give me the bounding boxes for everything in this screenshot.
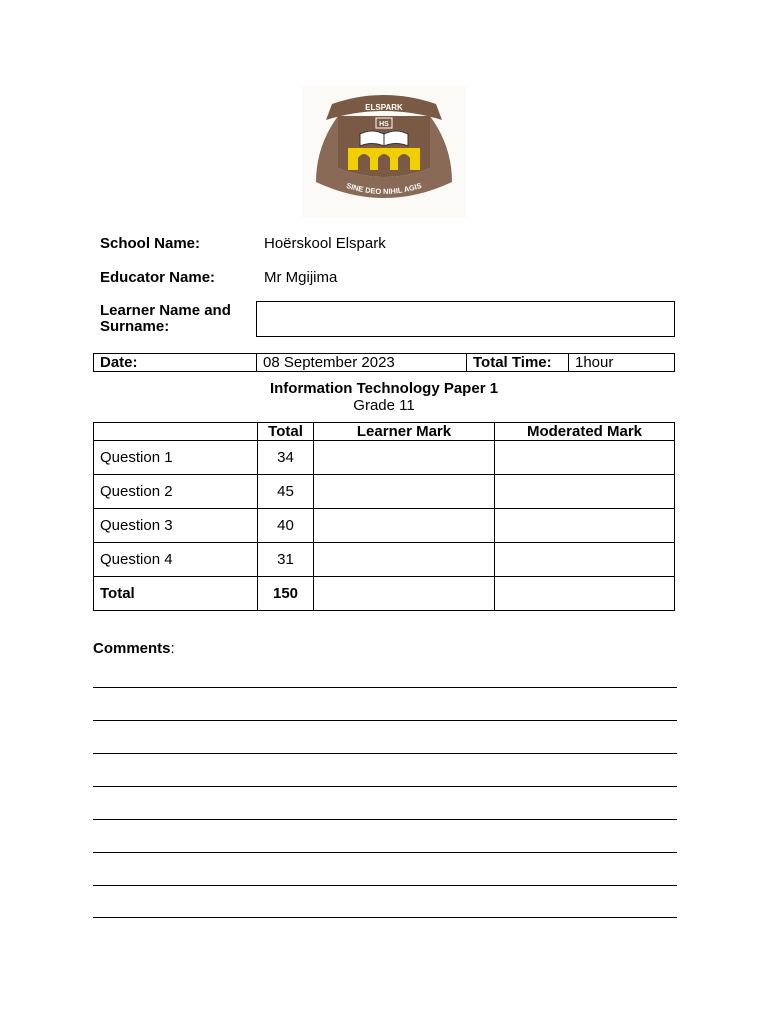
date-value: 08 September 2023 xyxy=(257,354,467,372)
row-total: 34 xyxy=(258,441,314,475)
comment-line[interactable] xyxy=(93,819,677,820)
learner-mark-cell[interactable] xyxy=(314,509,495,543)
comment-line[interactable] xyxy=(93,885,677,886)
marks-header-blank xyxy=(94,423,258,441)
marks-header-learner-mark: Learner Mark xyxy=(314,423,495,441)
school-crest-logo xyxy=(302,86,466,218)
date-time-table xyxy=(93,353,675,372)
learner-mark-cell[interactable] xyxy=(314,543,495,577)
learner-mark-cell[interactable] xyxy=(314,475,495,509)
row-label: Question 2 xyxy=(94,475,258,509)
crest-badge-text: HS xyxy=(379,121,389,128)
learner-mark-cell[interactable] xyxy=(314,577,495,611)
educator-name-value: Mr Mgijima xyxy=(264,269,338,286)
learner-name-field[interactable] xyxy=(256,301,675,337)
table-row-total xyxy=(94,577,675,611)
school-name-label: School Name: xyxy=(100,235,201,252)
learner-name-label: Learner Name and Surname: xyxy=(100,302,231,335)
marks-header-total: Total xyxy=(258,423,314,441)
row-total: 40 xyxy=(258,509,314,543)
table-row xyxy=(94,509,675,543)
paper-title: Information Technology Paper 1 xyxy=(269,380,499,397)
row-total: 45 xyxy=(258,475,314,509)
moderated-mark-cell[interactable] xyxy=(495,543,675,577)
comment-line[interactable] xyxy=(93,852,677,853)
total-time-value: 1hour xyxy=(569,354,675,372)
comment-line[interactable] xyxy=(93,687,677,688)
moderated-mark-cell[interactable] xyxy=(495,509,675,543)
crest-top-text: ELSPARK xyxy=(365,103,403,112)
row-label: Question 1 xyxy=(94,441,258,475)
marks-header-moderated-mark: Moderated Mark xyxy=(495,423,675,441)
date-label: Date: xyxy=(94,354,257,372)
row-label: Total xyxy=(94,577,258,611)
school-name-value: Hoërskool Elspark xyxy=(264,235,386,252)
row-label: Question 3 xyxy=(94,509,258,543)
comments-label: Comments: xyxy=(93,640,175,657)
row-total: 150 xyxy=(258,577,314,611)
crest-motto: SINE DEO NIHIL AGIS xyxy=(345,180,423,197)
comment-line[interactable] xyxy=(93,917,677,918)
educator-name-label: Educator Name: xyxy=(100,269,216,286)
learner-mark-cell[interactable] xyxy=(314,441,495,475)
comment-line[interactable] xyxy=(93,753,677,754)
comment-line[interactable] xyxy=(93,720,677,721)
moderated-mark-cell[interactable] xyxy=(495,441,675,475)
paper-grade: Grade 11 xyxy=(353,397,415,414)
row-total: 31 xyxy=(258,543,314,577)
table-row xyxy=(94,441,675,475)
moderated-mark-cell[interactable] xyxy=(495,577,675,611)
moderated-mark-cell[interactable] xyxy=(495,475,675,509)
comment-line[interactable] xyxy=(93,786,677,787)
table-row xyxy=(94,475,675,509)
table-row xyxy=(94,543,675,577)
total-time-label: Total Time: xyxy=(467,354,569,372)
row-label: Question 4 xyxy=(94,543,258,577)
marks-table xyxy=(93,422,675,611)
